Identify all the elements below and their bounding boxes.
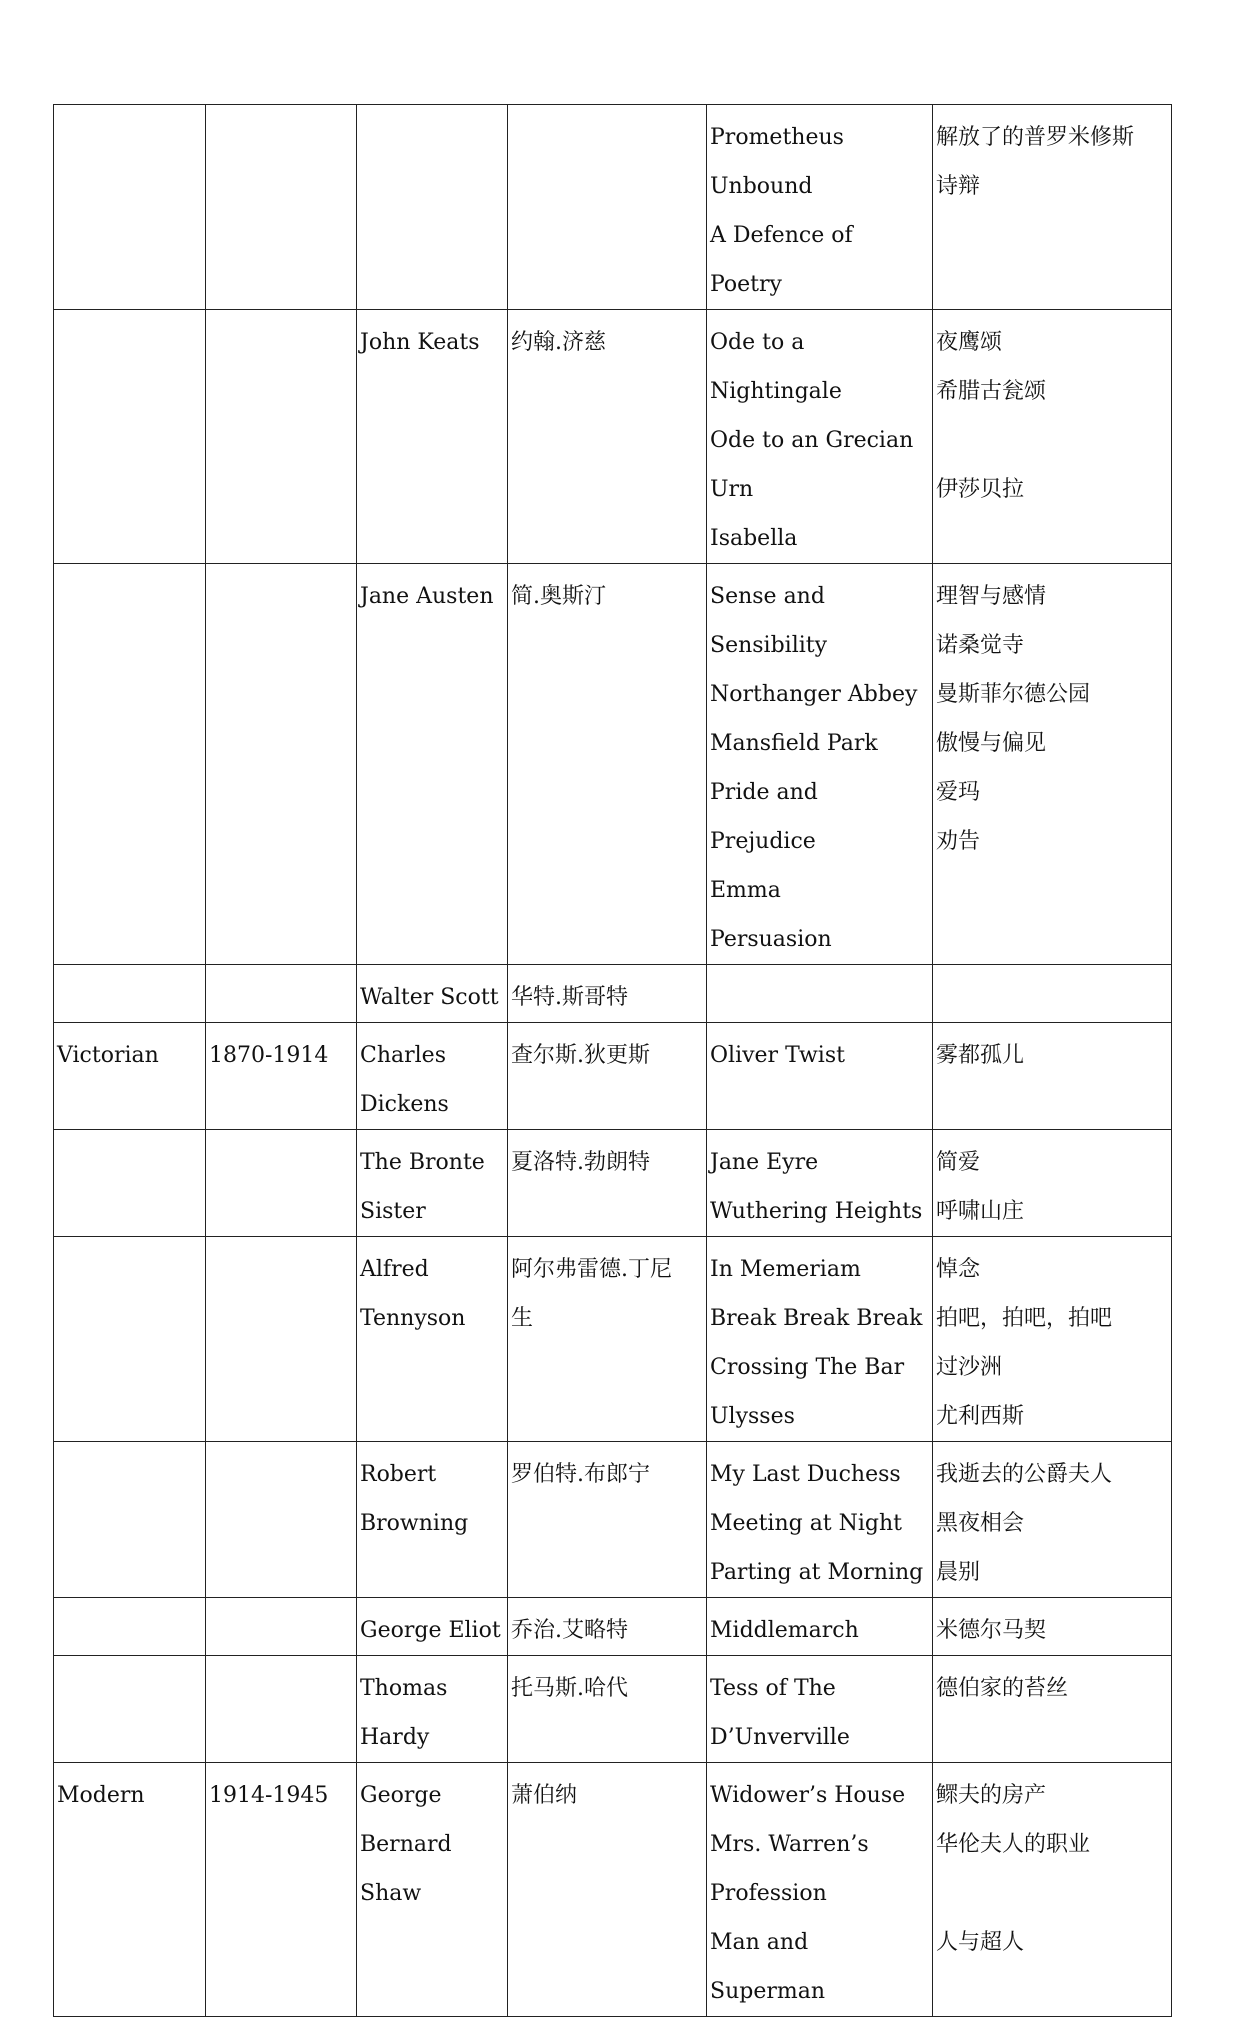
works-en-line: Ode to a Nightingale — [710, 330, 842, 404]
works-en-cell — [707, 310, 933, 564]
table-row — [54, 1598, 1172, 1656]
works-cn-cell — [933, 1237, 1172, 1442]
works-cn-line: 人与超人 — [936, 1930, 1025, 1955]
works-en-line: Oliver Twist — [710, 1043, 845, 1068]
period-text — [57, 1450, 202, 1499]
works-en-line: Ulysses — [710, 1404, 795, 1429]
works-en-cell — [707, 1130, 933, 1237]
years-cell — [206, 105, 357, 310]
years-cell — [206, 1442, 357, 1598]
works-en-line: Break Break Break — [710, 1306, 923, 1331]
period-text — [57, 1664, 202, 1713]
period-cell — [54, 564, 206, 965]
works-en-line: Urn — [710, 477, 754, 502]
author-cn-line: 查尔斯.狄更斯 — [511, 1043, 650, 1068]
works-cn-line: 夜鹰颂 — [936, 330, 1003, 355]
author-cn-cell — [508, 1023, 707, 1130]
works-cn-line: 尤利西斯 — [936, 1404, 1025, 1429]
author-en-line: George Eliot — [360, 1618, 501, 1643]
works-cn-cell — [933, 564, 1172, 965]
period-cell — [54, 1763, 206, 2017]
works-en-line: Ode to an Grecian — [710, 428, 914, 453]
works-en-line: Northanger Abbey — [710, 682, 918, 707]
table-row — [54, 310, 1172, 564]
period-text — [57, 1245, 202, 1294]
works-en-line: Prometheus Unbound — [710, 125, 844, 199]
works-cn-line: 诺桑觉寺 — [936, 633, 1025, 658]
period-text — [57, 973, 202, 1022]
works-en-cell — [707, 1656, 933, 1763]
author-en-line: Alfred — [360, 1257, 429, 1282]
works-cn-cell — [933, 1763, 1172, 2017]
works-en-line: Mansfield Park — [710, 731, 878, 756]
works-cn-line: 晨别 — [936, 1560, 981, 1585]
period-cell — [54, 1023, 206, 1130]
years-cell — [206, 1237, 357, 1442]
author-cn-line: 简.奥斯汀 — [511, 584, 606, 609]
period-text — [57, 1606, 202, 1655]
period-cell — [54, 105, 206, 310]
author-en-cell — [357, 1023, 508, 1130]
author-cn-line: 罗伯特.布郎宁 — [511, 1462, 650, 1487]
works-en-line: Isabella — [710, 526, 798, 551]
works-cn-cell — [933, 1023, 1172, 1130]
works-cn-line: 诗辩 — [936, 174, 981, 199]
author-cn-cell — [508, 564, 707, 965]
works-cn-cell — [933, 1656, 1172, 1763]
table-row — [54, 1130, 1172, 1237]
works-cn-line: 曼斯菲尔德公园 — [936, 682, 1091, 707]
author-cn-line: 乔治.艾略特 — [511, 1618, 628, 1643]
period-text — [57, 572, 202, 621]
works-cn-cell — [933, 1442, 1172, 1598]
author-en-cell — [357, 105, 508, 310]
works-cn-cell — [933, 1598, 1172, 1656]
years-text: 1870-1914 — [209, 1043, 329, 1068]
author-en-line: Jane Austen — [360, 584, 494, 609]
works-cn-line: 德伯家的苔丝 — [936, 1676, 1069, 1701]
works-en-cell — [707, 1237, 933, 1442]
years-text — [209, 1138, 353, 1187]
works-cn-line — [936, 416, 1168, 465]
works-cn-cell — [933, 105, 1172, 310]
period-text: Modern — [57, 1783, 145, 1808]
works-en-line: Meeting at Night — [710, 1511, 903, 1536]
works-cn-line: 米德尔马契 — [936, 1618, 1047, 1643]
period-cell — [54, 1598, 206, 1656]
works-en-cell — [707, 105, 933, 310]
works-cn-line: 解放了的普罗米修斯 — [936, 125, 1135, 150]
table-row — [54, 1023, 1172, 1130]
years-text — [209, 1664, 353, 1713]
works-en-cell — [707, 1023, 933, 1130]
works-en-line: Mrs. Warren’s — [710, 1832, 869, 1857]
works-en-line: Profession — [710, 1881, 827, 1906]
author-en-cell — [357, 1442, 508, 1598]
period-cell — [54, 965, 206, 1023]
works-en-line: Emma — [710, 878, 781, 903]
works-en-line: Middlemarch — [710, 1618, 859, 1643]
period-cell — [54, 1442, 206, 1598]
period-cell — [54, 1130, 206, 1237]
years-text — [209, 318, 353, 367]
author-en-cell — [357, 1656, 508, 1763]
works-cn-line: 悼念 — [936, 1257, 981, 1282]
works-en-cell — [707, 965, 933, 1023]
author-en-line: Walter Scott — [360, 985, 499, 1010]
years-cell — [206, 564, 357, 965]
works-en-line: Jane Eyre — [710, 1150, 819, 1175]
years-cell — [206, 1656, 357, 1763]
years-cell — [206, 1130, 357, 1237]
author-en-cell — [357, 1598, 508, 1656]
works-cn-line: 爱玛 — [936, 780, 981, 805]
author-cn-cell — [508, 965, 707, 1023]
author-cn-line: 阿尔弗雷德.丁尼 — [511, 1257, 672, 1282]
works-en-line: My Last Duchess — [710, 1462, 901, 1487]
author-en-cell — [357, 1237, 508, 1442]
author-cn-cell — [508, 310, 707, 564]
works-cn-line: 我逝去的公爵夫人 — [936, 1462, 1113, 1487]
author-cn-cell — [508, 1656, 707, 1763]
author-cn-cell — [508, 1442, 707, 1598]
author-cn-cell — [508, 1598, 707, 1656]
works-cn-line: 劝告 — [936, 829, 981, 854]
years-text — [209, 1450, 353, 1499]
works-en-cell — [707, 1763, 933, 2017]
works-cn-cell — [933, 1130, 1172, 1237]
works-en-cell — [707, 564, 933, 965]
years-cell — [206, 1023, 357, 1130]
works-cn-line: 华伦夫人的职业 — [936, 1832, 1091, 1857]
author-en-cell — [357, 310, 508, 564]
author-en-line: Dickens — [360, 1092, 449, 1117]
works-cn-line: 拍吧，拍吧，拍吧 — [936, 1306, 1113, 1331]
table-row — [54, 1442, 1172, 1598]
table-row — [54, 1237, 1172, 1442]
author-en-line: Charles — [360, 1043, 446, 1068]
author-en-line: Bernard Shaw — [360, 1832, 452, 1906]
years-cell — [206, 1598, 357, 1656]
works-en-line: Parting at Morning — [710, 1560, 924, 1585]
author-en-line: The Bronte — [360, 1150, 485, 1175]
author-cn-line: 约翰.济慈 — [511, 330, 606, 355]
author-en-line: John Keats — [360, 330, 480, 355]
years-text — [209, 572, 353, 621]
author-en-line: Thomas — [360, 1676, 448, 1701]
works-cn-line: 雾都孤儿 — [936, 1043, 1025, 1068]
works-en-line: Wuthering Heights — [710, 1199, 923, 1224]
works-en-cell — [707, 1598, 933, 1656]
works-en-line: In Memeriam — [710, 1257, 861, 1282]
years-text — [209, 973, 353, 1022]
author-en-cell — [357, 965, 508, 1023]
years-text — [209, 113, 353, 162]
author-cn-line: 华特.斯哥特 — [511, 985, 628, 1010]
works-en-line: Sense and Sensibility — [710, 584, 828, 658]
works-en-line: Pride and Prejudice — [710, 780, 818, 854]
works-en-line: A Defence of Poetry — [710, 223, 853, 297]
period-text — [57, 318, 202, 367]
years-cell — [206, 310, 357, 564]
author-en-line: George — [360, 1783, 442, 1808]
author-cn-cell — [508, 1237, 707, 1442]
works-cn-line: 过沙洲 — [936, 1355, 1003, 1380]
author-en-line: Browning — [360, 1511, 469, 1536]
period-cell — [54, 310, 206, 564]
author-en-cell — [357, 1130, 508, 1237]
works-en-cell — [707, 1442, 933, 1598]
table-row — [54, 1763, 1172, 2017]
author-en-line: Tennyson — [360, 1306, 466, 1331]
works-en-line: Tess of The — [710, 1676, 836, 1701]
author-cn-line: 生 — [511, 1306, 534, 1331]
works-en-line: D’Unverville — [710, 1725, 850, 1750]
works-cn-line: 傲慢与偏见 — [936, 731, 1047, 756]
years-text: 1914-1945 — [209, 1783, 329, 1808]
years-text — [209, 1245, 353, 1294]
author-cn-cell — [508, 1763, 707, 2017]
table-row — [54, 1656, 1172, 1763]
author-en-cell — [357, 564, 508, 965]
author-en-line: Sister — [360, 1199, 426, 1224]
period-cell — [54, 1237, 206, 1442]
table-row — [54, 564, 1172, 965]
works-cn-line: 黑夜相会 — [936, 1511, 1025, 1536]
period-text: Victorian — [57, 1043, 159, 1068]
works-en-line: Persuasion — [710, 927, 832, 952]
works-cn-line: 呼啸山庄 — [936, 1199, 1025, 1224]
works-en-line: Crossing The Bar — [710, 1355, 905, 1380]
author-cn-cell — [508, 1130, 707, 1237]
author-cn-cell — [508, 105, 707, 310]
works-cn-line: 理智与感情 — [936, 584, 1047, 609]
works-en-line: Man and Superman — [710, 1930, 826, 2004]
years-cell — [206, 965, 357, 1023]
works-cn-line: 鳏夫的房产 — [936, 1783, 1047, 1808]
works-cn-line: 简爱 — [936, 1150, 981, 1175]
works-cn-line: 希腊古瓮颂 — [936, 379, 1047, 404]
table-body — [54, 105, 1172, 2017]
period-text — [57, 1138, 202, 1187]
literature-table — [53, 104, 1172, 2017]
works-cn-cell — [933, 965, 1172, 1023]
works-en-line: Widower’s House — [710, 1783, 906, 1808]
works-cn-line — [936, 1869, 1168, 1918]
period-cell — [54, 1656, 206, 1763]
author-cn-line: 萧伯纳 — [511, 1783, 578, 1808]
works-cn-line: 伊莎贝拉 — [936, 477, 1025, 502]
period-text — [57, 113, 202, 162]
years-text — [209, 1606, 353, 1655]
works-cn-cell — [933, 310, 1172, 564]
years-cell — [206, 1763, 357, 2017]
author-en-cell — [357, 1763, 508, 2017]
author-en-line: Hardy — [360, 1725, 430, 1750]
author-en-line: Robert — [360, 1462, 437, 1487]
table-row — [54, 965, 1172, 1023]
author-cn-line: 夏洛特.勃朗特 — [511, 1150, 650, 1175]
author-cn-line: 托马斯.哈代 — [511, 1676, 628, 1701]
table-row — [54, 105, 1172, 310]
